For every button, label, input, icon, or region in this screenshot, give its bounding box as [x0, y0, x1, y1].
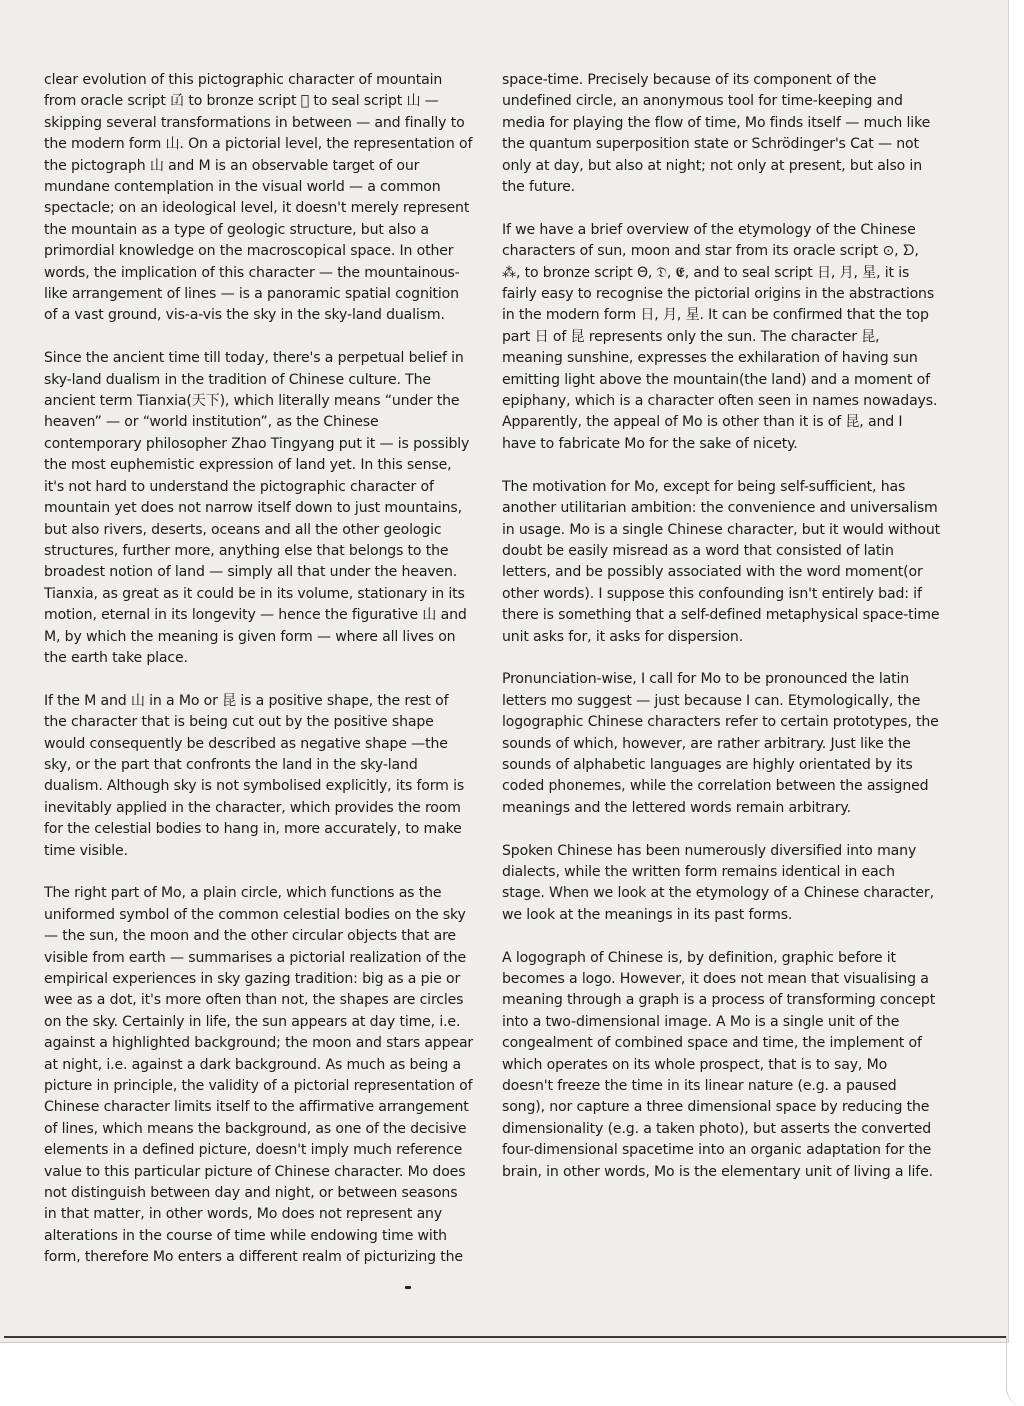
text-column-right: [502, 70, 940, 1204]
paragraph-mountain-evolution: clear evolution of this pictographic character of mountain from oracle script 𠙶 to bronze script 𡴀 to seal script 山 — skipping several transformations in between — and finally to the modern form 山. On a pictorial level, the representation of the pictograph 山 and M is an observable target of our mundane contemplation in the visual world — a common spectacle; on an ideological level, it doesn't merely represent the mountain as a type of geologic structure, but also a primordial knowledge on the macroscopical space. In other words, the implication of this character — the mountainous-like arrangement of lines — is a panoramic spatial cognition of a vast ground, vis-a-vis the sky in the sky-land dualism.: [44, 72, 473, 324]
paragraph-space-time: space-time. Precisely because of its component of the undefined circle, an anonymous tool for time-keeping and media for playing the flow of time, Mo finds itself — much like the quantum superposition state or Schrödinger's Cat — not only at day, but also at night; not only at present, but also in the future.: [502, 72, 931, 196]
paragraph-spoken-chinese: Spoken Chinese has been numerously diversified into many dialects, while the written form remains identical in each stage. When we look at the etymology of a Chinese character, we look at the meanings in its past forms.: [502, 842, 934, 923]
paragraph-sun-moon-star: If we have a brief overview of the etymology of the Chinese characters of sun, moon and star from its oracle script ⊙, ᗤ, ⁂, to bronze script Θ, 𝔇, 𝕰, and to seal script 日, 月, 星, it is fairly easy to recognise the pictorial origins in the abstractions in the modern form 日, 月, 星. It can be confirmed that the top part 日 of 昆 represents only the sun. The character 昆, meaning sunshine, expresses the exhilaration of having sun emitting light above the mountain(the land) and a moment of epiphany, which is a character often seen in names nowadays. Apparently, the appeal of Mo is other than it is of 昆, and I have to fabricate Mo for the sake of nicety.: [502, 221, 938, 452]
paragraph-logograph: A logograph of Chinese is, by definition, graphic before it becomes a logo. However, it does not mean that visualising a meaning through a graph is a process of transforming concept into a two-dimensional image. A Mo is a single unit of the congealment of combined space and time, the implement of which operates on its whole prospect, that is to say, Mo doesn't freeze the time in its linear nature (e.g. a paused song), nor capture a three dimensional space by reducing the dimensionality (e.g. a taken photo), but asserts the converted four-dimensional spacetime into an organic adaptation for the brain, in other words, Mo is the elementary unit of living a life.: [502, 949, 936, 1180]
paragraph-pronunciation: Pronunciation-wise, I call for Mo to be pronounced the latin letters mo suggest — just because I can. Etymologically, the logographic Chinese characters refer to certain prototypes, the sounds of which, however, are rather arbitrary. Just like the sounds of alphabetic languages are highly orientated by its coded phonemes, while the correlation between the assigned meanings and the lettered words remain arbitrary.: [502, 671, 939, 816]
text-column-left: [44, 70, 474, 1290]
paragraph-plain-circle: The right part of Mo, a plain circle, which functions as the uniformed symbol of the common celestial bodies on the sky — the sun, the moon and the other circular objects that are visible from earth — summarises a pictorial realization of the empirical experiences in sky gazing tradition: big as a pie or wee as a dot, it's more often than not, the shapes are circles on the sky. Certainly in life, the sun appears at day time, i.e. against a highlighted background; the moon and stars appear at night, i.e. against a dark background. As much as being a picture in principle, the validity of a pictorial representation of Chinese character limits itself to the affirmative arrangement of lines, which means the background, as one of the decisive elements in a defined picture, doesn't imply much reference value to this particular picture of Chinese character. Mo does not distinguish between day and night, or between seasons in that matter, in other words, Mo does not represent any alterations in the course of time while endowing time with form, therefore Mo enters a different realm of picturizing the: [44, 885, 474, 1266]
paragraph-tianxia: Since the ancient time till today, there's a perpetual belief in sky-land dualism in the tradition of Chinese culture. The ancient term Tianxia(天下), which literally means “under the heaven” — or “world institution”, as the Chinese contemporary philosopher Zhao Tingyang put it — is possibly the most euphemistic expression of land yet. In this sense, it's not hard to understand the pictographic character of mountain yet does not narrow itself down to just mountains, but also rivers, deserts, oceans and all the other geologic structures, further more, anything else that belongs to the broadest notion of land — simply all that under the heaven. Tianxia, as great as it could be in its volume, stationary in its motion, eternal in its longevity — hence the figurative 山 and M, by which the meaning is given form — where all lives on the earth take place.: [44, 350, 470, 666]
paper-edge-line: [4, 1336, 1006, 1338]
page-corner-curl: [1006, 1336, 1024, 1406]
paragraph-negative-shape: If the M and 山 in a Mo or 昆 is a positive shape, the rest of the character that is being cut out by the positive shape would consequently be described as negative shape —the sky, or the part that confronts the land in the sky-land dualism. Although sky is not symbolised explicitly, its form is inevitably applied in the character, which provides the room for the celestial bodies to hang in, more accurately, to make time visible.: [44, 692, 465, 859]
page-center-mark: [405, 1286, 411, 1289]
paragraph-motivation: The motivation for Mo, except for being self-sufficient, has another utilitarian ambition: the convenience and universalism in usage. Mo is a single Chinese character, but it would without doubt be easily misread as a word that consisted of latin letters, and be possibly associated with the word moment(or other words). I suppose this confounding isn't entirely bad: if there is something that a self-defined metaphysical space-time unit asks for, it asks for dispersion.: [502, 478, 940, 645]
